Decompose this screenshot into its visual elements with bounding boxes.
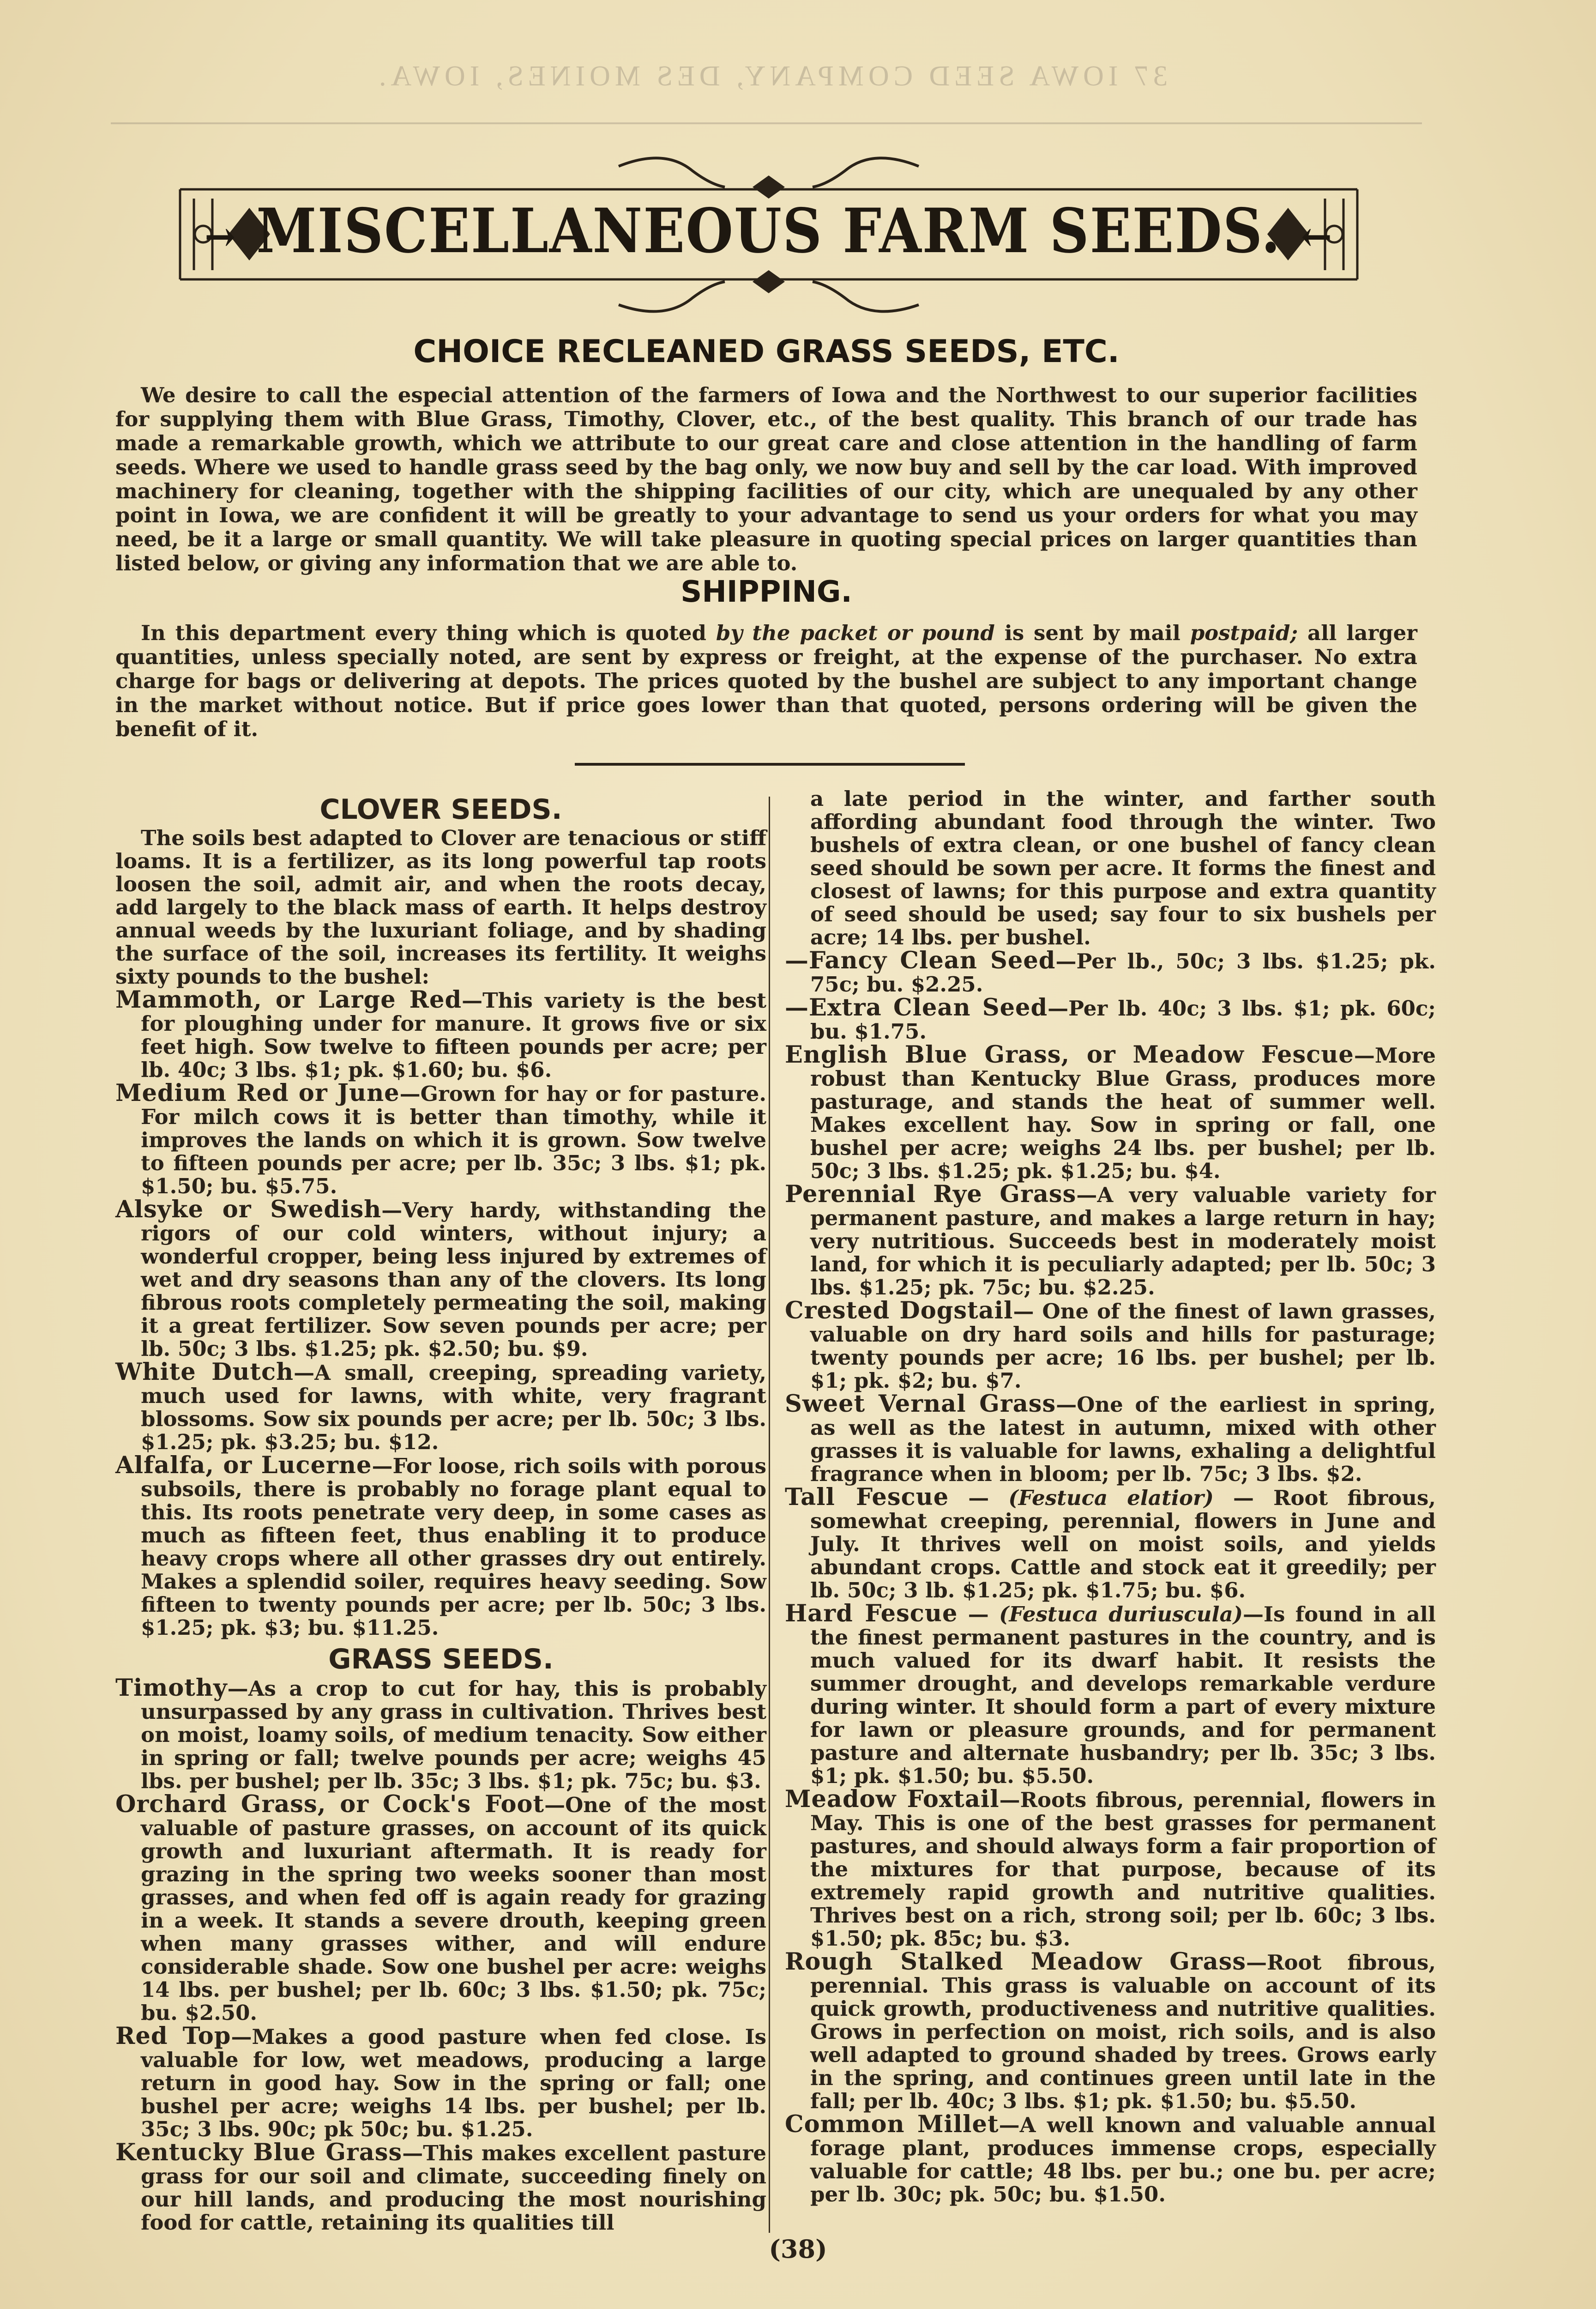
seed-description: —As a crop to cut for hay, this is probably unsurpassed by any grass in cultivation. Thrives best on moist, loamy soils, of medium tenacity. Sow either in spring or fall; twelve pounds per acre; weighs 45 lbs. per bushel; per lb. 35c; 3 lbs. $1; pk. 75c; bu. $3. [141, 1676, 766, 1793]
seed-entry [785, 1043, 1436, 1183]
seed-name: Common Millet [785, 2110, 999, 2138]
seed-entry [115, 1198, 766, 1360]
seed-description: — Root fibrous, somewhat creeping, perennial, flowers in June and July. It thrives well on moist soils, and yields abundant crops. Cattle and stock eat it greedily; per lb. 50c; 3 lb. $1.25; pk. $1.75; bu. $6. [810, 1486, 1436, 1602]
bleed-through-running-head: 37 IOWA SEED COMPANY, DES MOINES, IOWA. [374, 60, 1168, 92]
seed-description: —Grown for hay or for pasture. For milch cows it is better than timothy, while it improves the lands on which it is grown. Sow twelve to fifteen pounds per acre; per lb. 35c; 3 lbs. $1; pk. $1.50; bu. $5.75. [141, 1082, 766, 1198]
clover-intro: The soils best adapted to Clover are tenacious or stiff loams. It is a fertilizer, as its long powerful tap roots loosen the soil, admit air, and when the roots decay, add largely to the black mass of earth. It helps destroy annual weeds by the luxuriant foliage, and by shading the surface of the soil, increases its fertility. It weighs sixty pounds to the bushel: [115, 826, 766, 989]
seed-name: —Extra Clean Seed [785, 994, 1048, 1022]
seed-name: Alfalfa, or Lucerne [115, 1451, 372, 1479]
banner-title-row [157, 195, 1380, 267]
ornamental-banner [157, 139, 1380, 314]
seed-entry [115, 988, 766, 1082]
seed-description: —One of the earliest in spring, as well as the latest in autumn, mixed with other grasses it is valuable for lawns, exhaling a delightful fragrance when in bloom; per lb. 75c; 3 lbs. $2. [810, 1392, 1436, 1486]
intro-paragraph [115, 383, 1417, 575]
arrow-left-icon: ← [1301, 212, 1333, 261]
seed-entry [115, 1676, 766, 1793]
left-column [115, 790, 766, 2234]
seed-description: —One of the most valuable of pasture grasses, on account of its quick growth and luxuriant aftermath. It is ready for grazing in the spring two weeks sooner than most grasses, and when fed off is again ready for grazing in a week. It stands a severe drouth, keeping green when many grasses wither, and will endure considerable shade. Sow one bushel per acre: weighs 14 lbs. per bushel; per lb. 60c; 3 lbs. $1.50; pk. 75c; bu. $2.50. [141, 1793, 766, 2025]
seed-name: Meadow Foxtail [785, 1785, 1000, 1813]
arrow-right-icon: → [204, 212, 236, 261]
shipping-text-a: In this department every thing which is quoted [141, 621, 707, 645]
clover-list [115, 988, 766, 1639]
right-column [785, 787, 1436, 2206]
clover-heading: CLOVER SEEDS. [319, 793, 562, 826]
intro-text: We desire to call the especial attention of the farmers of Iowa and the Northwest to our superior facilities for supplying them with Blue Grass, Timothy, Clover, etc., of the best quality. This branch of our trade has made a remarkable growth, which we attribute to our great care and close attention in the handling of farm seeds. Where we used to handle grass seed by the bag only, we now buy and sell by the car load. With improved machinery for cleaning, together with the shipping facilities of our city, which are unequaled by any other point in Iowa, we are confident it will be greatly to your advantage to send us your orders for what you may need, be it a large or small quantity. We will take pleasure in quoting special prices on larger quantities than listed below, or giving any information that we are able to. [115, 383, 1417, 575]
grass-list-right [785, 949, 1436, 2206]
seed-description: —Is found in all the finest permanent pastures in the country, and is much valued for its dwarf habit. It resists the summer drought, and develops remarkable verdure during winter. It should form a part of every mixture for lawn or pleasure grounds, and for permanent pasture and alternate husbandry; per lb. 35c; 3 lbs. $1; pk. $1.50; bu. $5.50. [810, 1602, 1436, 1788]
seed-description: —Root fibrous, perennial. This grass is valuable on account of its quick growth, productiveness and nutritive qualities. Grows in perfection on moist, rich soils, and is also well adapted to ground shaded by trees. Grows early in the spring, and continues green until late in the fall; per lb. 40c; 3 lbs. $1; pk. $1.50; bu. $5.50. [810, 1950, 1436, 2113]
seed-name: —Fancy Clean Seed [785, 947, 1056, 974]
shipping-text-e: all larger quantities, unless specially noted, are sent by express or freight, at the expense of the purchaser. No extra charge for bags or delivering at depots. The prices quoted by the bushel are subject to any important change in the market without notice. But if price goes lower than that quoted, persons ordering will be given the benefit of it. [115, 621, 1417, 741]
shipping-heading: SHIPPING. [681, 575, 852, 609]
scientific-name: (Festuca elatior) [1008, 1486, 1214, 1510]
seed-description: —A well known and valuable annual forage plant, produces immense crops, especially valuable for cattle; 48 lbs. per bu.; one bu. per acre; per lb. 30c; pk. 50c; bu. $1.50. [810, 2113, 1436, 2206]
seed-name: Timothy [115, 1674, 228, 1702]
shipping-paragraph [115, 621, 1417, 741]
seed-entry: Hard Fescue — (Festuca duriuscula)—Is found in all the finest permanent pastures in the country, and is much valued for its dwarf habit. It resists the summer drought, and develops remarkable verdure during winter. It should form a part of every mixture for lawn or pleasure grounds, and for permanent pasture and alternate husbandry; per lb. 35c; 3 lbs. $1; pk. $1.50; bu. $5.50. [785, 1600, 1436, 1788]
shipping-text-b: by the packet or pound [716, 621, 995, 645]
seed-entry: Tall Fescue — (Festuca elatior) — Root fibrous, somewhat creeping, perennial, flowers in June and July. It thrives well on moist soils, and yields abundant crops. Cattle and stock eat it greedily; per lb. 50c; 3 lb. $1.25; pk. $1.75; bu. $6. [785, 1483, 1436, 1602]
seed-name: Rough Stalked Meadow Grass [785, 1948, 1247, 1976]
kentucky-continuation: a late period in the winter, and farther south affording abundant food through the winter. Two bushels of extra clean, or one bushel of fancy clean seed should be sown per acre. It forms the finest and closest of lawns; for this purpose and extra quantity of seed should be used; say four to six bushels per acre; 14 lbs. per bushel. [810, 786, 1436, 949]
seed-description: —More robust than Kentucky Blue Grass, produces more pasturage, and stands the heat of summer well. Makes excellent hay. Sow in spring or fall, one bushel per acre; weighs 24 lbs. per bushel; per lb. 50c; 3 lbs. $1.25; pk. $1.25; bu. $4. [810, 1043, 1436, 1183]
seed-description: —For loose, rich soils with porous subsoils, there is probably no forage plant equal to this. Its roots penetrate very deep, in some cases as much as fifteen feet, thus enabling it to produce heavy crops where all other grasses dry out entirely. Makes a splendid soiler, requires heavy seeding. Sow fifteen to twenty pounds per acre; per lb. 50c; 3 lbs. $1.25; pk. $3; bu. $11.25. [141, 1454, 766, 1640]
seed-description: —Very hardy, withstanding the rigors of our cold winters, without injury; a wonderful cropper, being less injured by extremes of wet and dry seasons than any of the clovers. Its long fibrous roots completely permeating the soil, making it a great fertilizer. Sow seven pounds per acre; per lb. 50c; 3 lbs. $1.25; pk. $2.50; bu. $9. [141, 1198, 766, 1361]
seed-description: —Per lb. 40c; 3 lbs. $1; pk. 60c; bu. $1.75. [810, 996, 1436, 1044]
seed-entry [785, 1950, 1436, 2113]
seed-entry [115, 1079, 766, 1198]
grass-list-left [115, 1676, 766, 2234]
seed-name: English Blue Grass, or Meadow Fescue [785, 1041, 1354, 1069]
seed-name: Hard Fescue [785, 1600, 958, 1627]
seed-entry [785, 1299, 1436, 1392]
seed-entry [785, 1180, 1436, 1300]
seed-entry [785, 1392, 1436, 1486]
seed-description: —Roots fibrous, perennial, flowers in May. This is one of the best grasses for permanent pastures, and should always form a fair proportion of the mixtures for that purpose, because of its extremely rapid growth and nutritive qualities. Thrives best on a rich, strong soil; per lb. 60c; 3 lbs. $1.50; pk. 85c; bu. $3. [810, 1788, 1436, 1951]
seed-name: Sweet Vernal Grass [785, 1390, 1056, 1418]
shipping-text-d: postpaid; [1190, 621, 1298, 645]
seed-name: Red Top [115, 2022, 231, 2050]
seed-entry [115, 1790, 766, 2025]
seed-name: Orchard Grass, or Cock's Foot [115, 1790, 545, 1818]
seed-entry [785, 949, 1436, 996]
seed-name: Mammoth, or Large Red [115, 986, 462, 1014]
seed-entry [115, 2141, 766, 2234]
seed-name: Crested Dogstail [785, 1297, 1013, 1324]
page-number: (38) [769, 2234, 827, 2264]
seed-description: —A small, creeping, spreading variety, much used for lawns, with white, very fragrant blossoms. Sow six pounds per acre; per lb. 50c; 3 lbs. $1.25; pk. $3.25; bu. $12. [141, 1360, 766, 1454]
seed-description: —This variety is the best for ploughing under for manure. It grows five or six feet high. Sow twelve to fifteen pounds per acre; per lb. 40c; 3 lbs. $1; pk. $1.60; bu. $6. [141, 988, 766, 1082]
seed-entry [785, 996, 1436, 1043]
seed-description: —Per lb., 50c; 3 lbs. $1.25; pk. 75c; bu. $2.25. [810, 949, 1436, 997]
seed-name: Kentucky Blue Grass [115, 2139, 403, 2166]
seed-entry [785, 1785, 1436, 1951]
seed-name: Medium Red or June [115, 1079, 400, 1107]
shipping-text-c: is sent by mail [1004, 621, 1180, 645]
seed-name: Tall Fescue [785, 1483, 949, 1511]
banner-title: MISCELLANEOUS FARM SEEDS. [256, 194, 1281, 267]
scientific-name: (Festuca duriuscula) [999, 1602, 1243, 1626]
seed-entry [785, 2110, 1436, 2206]
seed-description: — One of the finest of lawn grasses, valuable on dry hard soils and hills for pasturage; twenty pounds per acre; 16 lbs. per bushel; per lb. $1; pk. $2; bu. $7. [810, 1299, 1436, 1393]
seed-name: Perennial Rye Grass [785, 1180, 1077, 1208]
seed-entry [115, 1451, 766, 1640]
seed-description: —This makes excellent pasture grass for our soil and climate, succeeding finely on our hill lands, and producing the most nourishing food for cattle, retaining its qualities till [141, 2141, 766, 2235]
bleed-through-rule [111, 122, 1422, 124]
grass-heading: GRASS SEEDS. [328, 1643, 554, 1675]
main-heading: CHOICE RECLEANED GRASS SEEDS, ETC. [413, 333, 1120, 370]
seed-description: —Makes a good pasture when fed close. Is valuable for low, wet meadows, producing a large return in good hay. Sow in the spring or fall; one bushel per acre; weighs 14 lbs. per bushel; per lb. 35c; 3 lbs. 90c; pk 50c; bu. $1.25. [141, 2025, 766, 2141]
seed-name: White Dutch [115, 1358, 294, 1386]
seed-entry [115, 1360, 766, 1454]
seed-description: —A very valuable variety for permanent pasture, and makes a large return in hay; very nutritious. Succeeds best in moderately moist land, for which it is peculiarly adapted; per lb. 50c; 3 lbs. $1.25; pk. 75c; bu. $2.25. [810, 1183, 1436, 1300]
column-rule [769, 797, 770, 2233]
seed-entry [115, 2022, 766, 2141]
seed-name: Alsyke or Swedish [115, 1196, 382, 1223]
section-divider [575, 763, 965, 766]
